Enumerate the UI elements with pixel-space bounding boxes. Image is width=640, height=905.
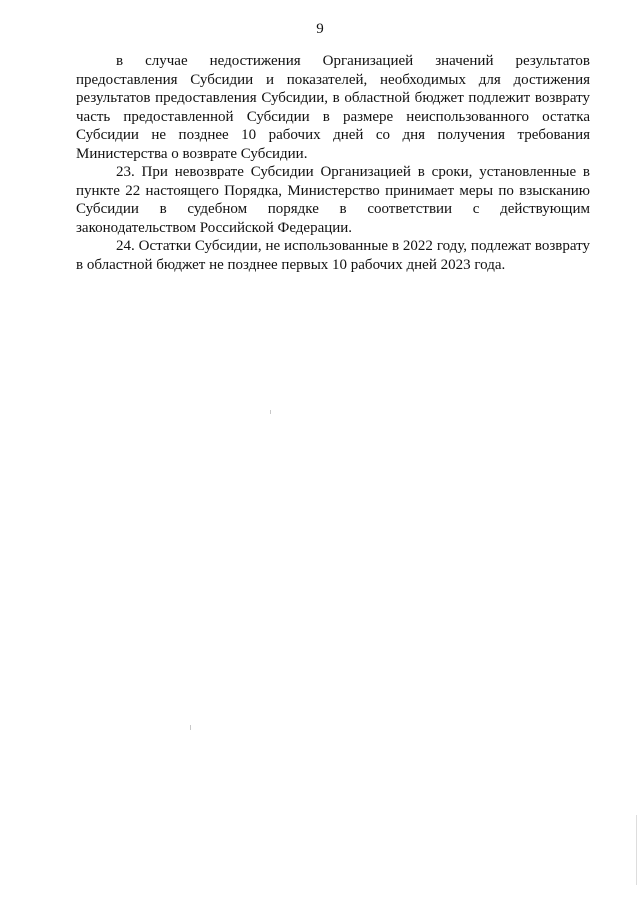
document-body (76, 52, 590, 274)
scan-artifact (270, 410, 271, 414)
page-number: 9 (316, 21, 324, 37)
scan-artifact (190, 725, 191, 730)
paragraph-clause-23: 23. При невозврате Субсидии Организацией в сроки, установленные в пункте 22 настоящего Порядка, Министерство принимает меры по взысканию Субсидии в судебном порядке в соответствии с действующим законодательством Российской Федерации. (76, 164, 590, 236)
scan-artifact (636, 815, 637, 885)
paragraph-clause-24: 24. Остатки Субсидии, не использованные в 2022 году, подлежат возврату в областной бюджет не позднее первых 10 рабочих дней 2023 года. (76, 238, 590, 273)
paragraph-continuation: в случае недостижения Организацией значений результатов предоставления Субсидии и показателей, необходимых для достижения результатов предоставления Субсидии, в областной бюджет подлежит возврату часть предоставленной Субсидии в размере неиспользованного остатка Субсидии не позднее 10 рабочих дней со дня получения требования Министерства о возврате Субсидии. (76, 53, 590, 162)
